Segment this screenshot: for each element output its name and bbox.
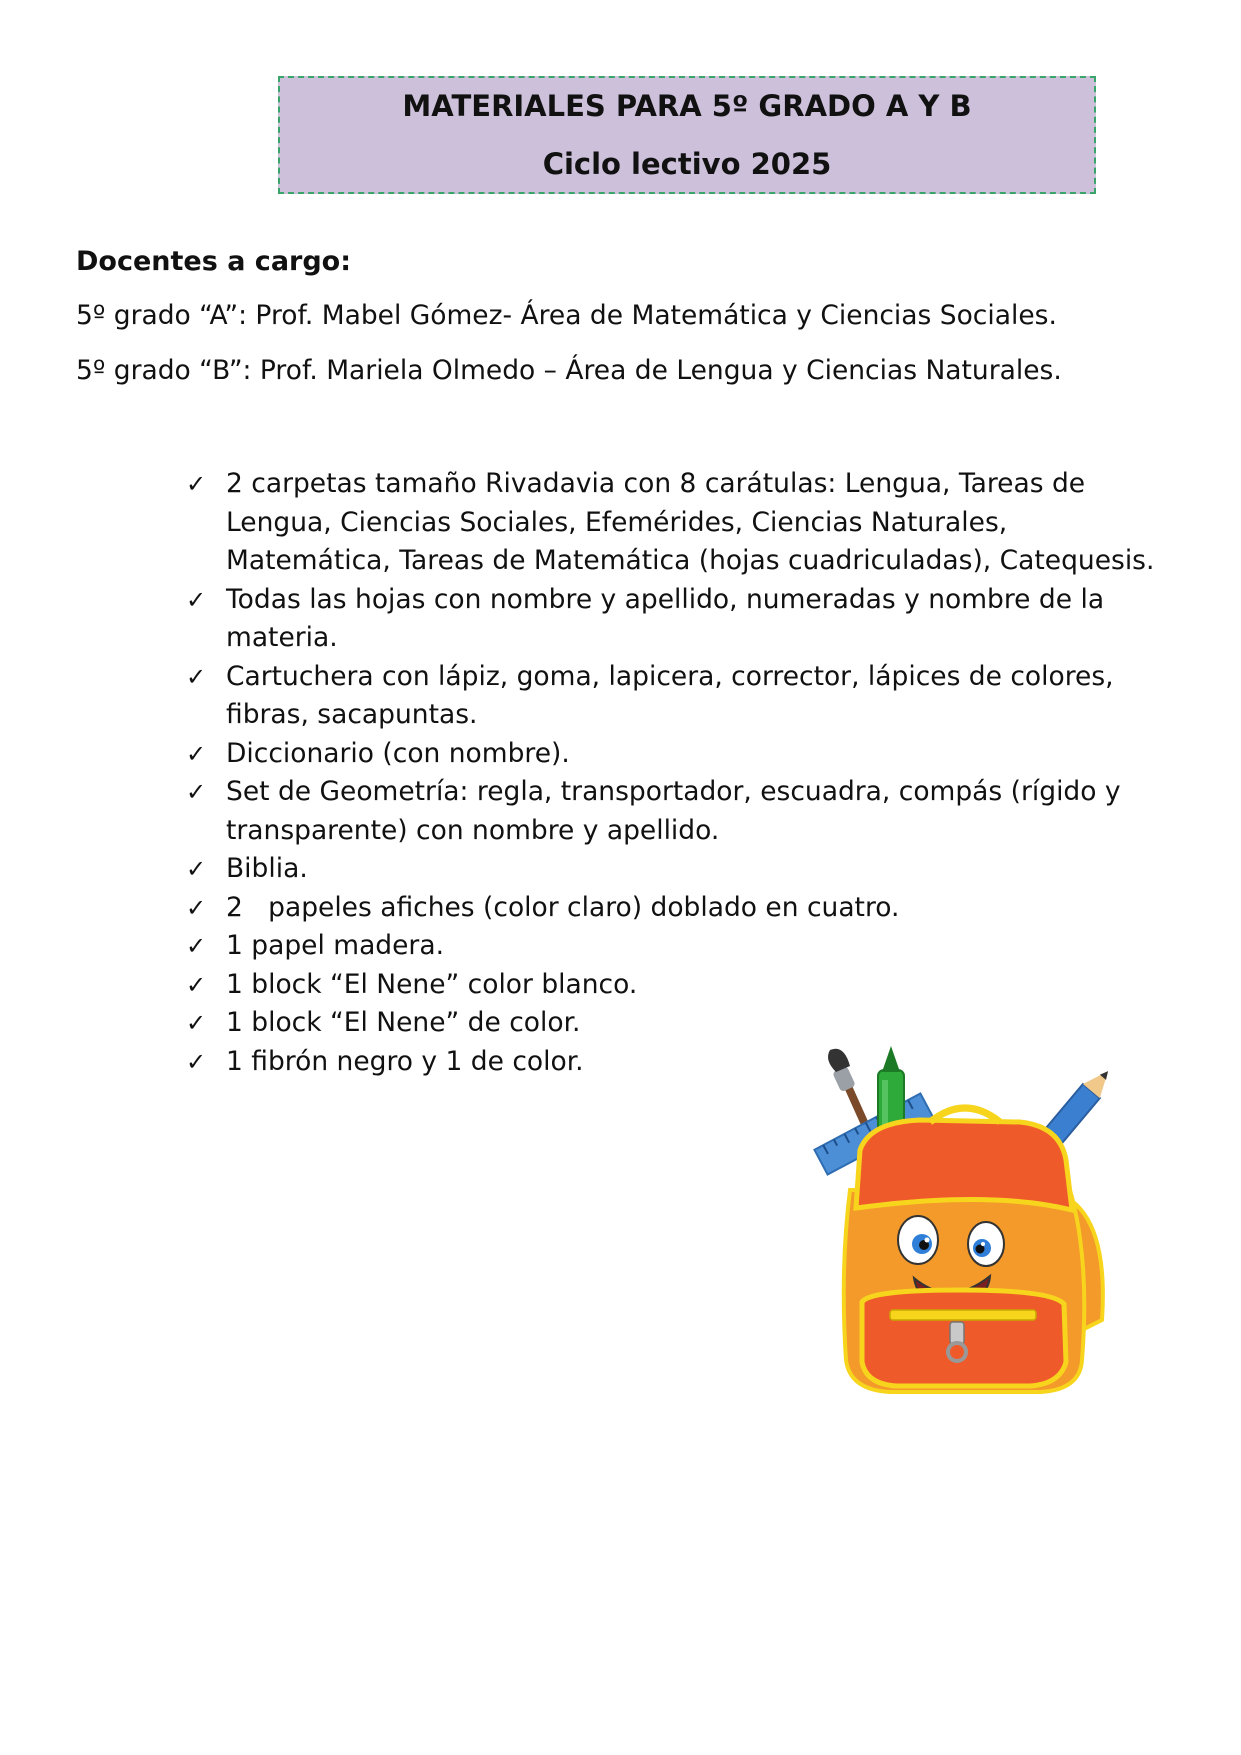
check-icon: ✓ — [186, 778, 207, 806]
list-item-text: 2 papeles afiches (color claro) doblado en cuatro. — [226, 891, 900, 923]
list-item — [186, 658, 1176, 735]
teachers-section — [76, 242, 1196, 406]
backpack-illustration — [790, 1040, 1140, 1410]
list-item-text: Set de Geometría: regla, transportador, escuadra, compás (rígido y transparente) con nombre y apellido. — [226, 776, 1121, 846]
list-item-text: 1 block “El Nene” color blanco. — [226, 968, 638, 1000]
list-item — [186, 581, 1176, 658]
list-item-text: 1 papel madera. — [226, 930, 444, 961]
list-item-text: Diccionario (con nombre). — [226, 737, 570, 769]
list-item — [186, 850, 1176, 889]
check-icon: ✓ — [186, 470, 207, 498]
list-item — [186, 1004, 1176, 1043]
list-item-text: 1 fibrón negro y 1 de color. — [226, 1045, 584, 1077]
check-icon: ✓ — [186, 739, 207, 768]
list-item — [186, 966, 1176, 1005]
check-icon: ✓ — [186, 970, 207, 999]
teachers-heading: Docentes a cargo: — [76, 246, 352, 277]
check-icon: ✓ — [186, 1009, 207, 1037]
teacher-line-a: 5º grado “A”: Prof. Mabel Gómez- Área de Matemática y Ciencias Sociales. — [76, 300, 1057, 331]
check-icon: ✓ — [186, 585, 207, 614]
check-icon: ✓ — [186, 1047, 207, 1076]
teacher-line-b: 5º grado “B”: Prof. Mariela Olmedo – Área de Lengua y Ciencias Naturales. — [76, 355, 1062, 386]
list-item-text: Cartuchera con lápiz, goma, lapicera, corrector, lápices de colores, fibras, sacapuntas. — [226, 660, 1114, 730]
list-item-text: 1 block “El Nene” de color. — [226, 1007, 581, 1038]
check-icon: ✓ — [186, 855, 207, 883]
document-subtitle: Ciclo lectivo 2025 — [542, 147, 832, 181]
list-item-text: Biblia. — [226, 853, 308, 884]
check-icon: ✓ — [186, 893, 207, 922]
title-box — [278, 76, 1096, 194]
document-title: MATERIALES PARA 5º GRADO A Y B — [402, 89, 972, 123]
list-item — [186, 773, 1176, 850]
list-item — [186, 889, 1176, 928]
list-item — [186, 735, 1176, 774]
list-item — [186, 927, 1176, 966]
check-icon: ✓ — [186, 662, 207, 691]
list-item-text: 2 carpetas tamaño Rivadavia con 8 carátulas: Lengua, Tareas de Lengua, Ciencias Sociales, Efemérides, Ciencias Naturales, Matemática, Tareas de Matemática (hojas cuadriculadas), Catequesis. — [226, 468, 1155, 576]
list-item-text: Todas las hojas con nombre y apellido, numeradas y nombre de la materia. — [226, 583, 1105, 653]
materials-list — [186, 465, 1176, 1081]
check-icon: ✓ — [186, 932, 207, 960]
list-item — [186, 465, 1176, 581]
